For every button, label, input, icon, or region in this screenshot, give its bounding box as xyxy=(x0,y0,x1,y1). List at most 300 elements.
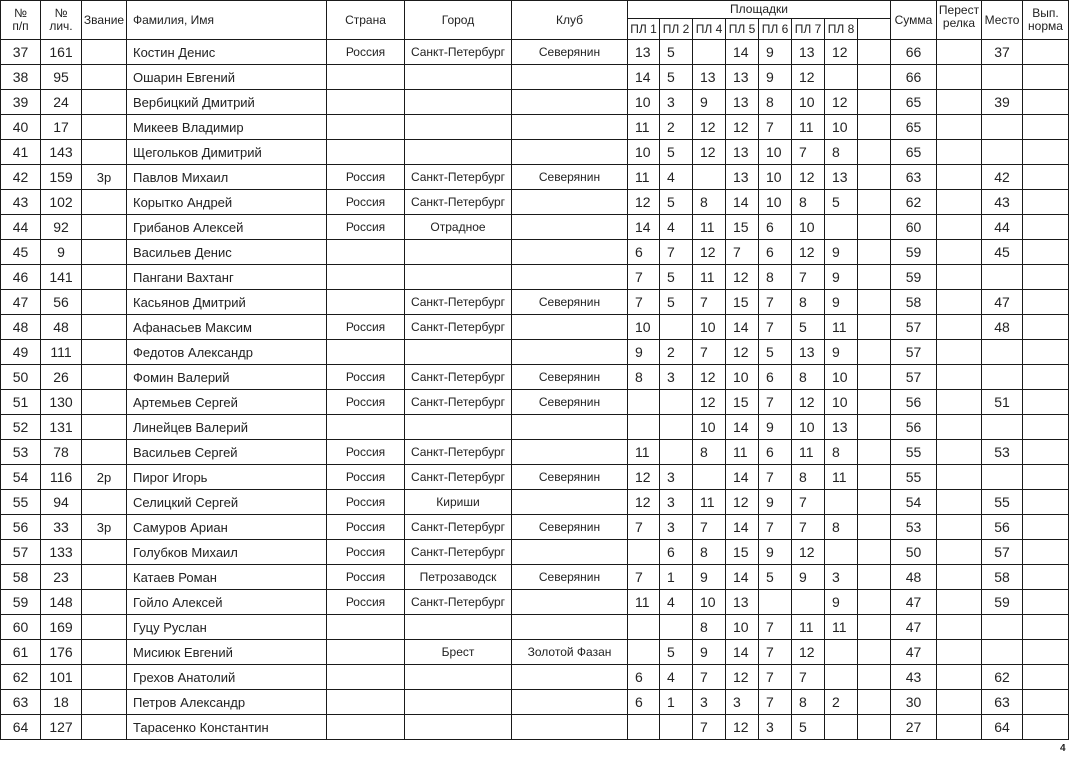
cell-platform-4: 10 xyxy=(726,615,759,640)
cell-country xyxy=(327,340,405,365)
cell-num-pp: 47 xyxy=(1,290,41,315)
cell-club xyxy=(512,540,628,565)
cell-rank xyxy=(82,240,127,265)
cell-club xyxy=(512,665,628,690)
cell-platform-3 xyxy=(693,165,726,190)
cell-platform-3: 7 xyxy=(693,665,726,690)
cell-city: Санкт-Петербург xyxy=(405,190,512,215)
cell-platform-7: 2 xyxy=(825,690,858,715)
cell-platform-1: 12 xyxy=(628,190,660,215)
cell-platform-6: 10 xyxy=(792,415,825,440)
cell-rank xyxy=(82,40,127,65)
cell-club xyxy=(512,215,628,240)
cell-platform-1 xyxy=(628,540,660,565)
cell-name: Ошарин Евгений xyxy=(127,65,327,90)
cell-sum: 65 xyxy=(891,115,937,140)
table-row xyxy=(1,540,1069,565)
cell-num-pp: 54 xyxy=(1,465,41,490)
cell-platform-1: 14 xyxy=(628,65,660,90)
cell-sum: 56 xyxy=(891,415,937,440)
cell-norm xyxy=(1023,540,1069,565)
cell-country: Россия xyxy=(327,215,405,240)
table-row xyxy=(1,265,1069,290)
header-rank: Звание xyxy=(82,1,127,40)
cell-country: Россия xyxy=(327,440,405,465)
cell-club xyxy=(512,190,628,215)
cell-platform-5: 10 xyxy=(759,165,792,190)
page-number: 4 xyxy=(1060,743,1066,754)
cell-num-lic: 26 xyxy=(41,365,82,390)
cell-platform-7: 3 xyxy=(825,565,858,590)
cell-platform-3: 9 xyxy=(693,640,726,665)
table-row xyxy=(1,515,1069,540)
cell-num-pp: 51 xyxy=(1,390,41,415)
cell-platform-6: 7 xyxy=(792,265,825,290)
cell-platform-1: 7 xyxy=(628,515,660,540)
cell-platform-6: 12 xyxy=(792,640,825,665)
cell-club xyxy=(512,690,628,715)
cell-platform-8 xyxy=(858,615,891,640)
cell-place: 64 xyxy=(982,715,1023,740)
cell-platform-3: 12 xyxy=(693,140,726,165)
cell-country xyxy=(327,240,405,265)
cell-platform-4: 14 xyxy=(726,515,759,540)
cell-platform-1: 10 xyxy=(628,315,660,340)
cell-platform-8 xyxy=(858,565,891,590)
cell-platform-8 xyxy=(858,315,891,340)
cell-platform-3: 8 xyxy=(693,190,726,215)
cell-club: Золотой Фазан xyxy=(512,640,628,665)
cell-country xyxy=(327,265,405,290)
cell-city xyxy=(405,90,512,115)
table-row xyxy=(1,340,1069,365)
cell-platform-6: 12 xyxy=(792,390,825,415)
cell-num-pp: 62 xyxy=(1,665,41,690)
cell-platform-7: 11 xyxy=(825,615,858,640)
cell-place: 57 xyxy=(982,540,1023,565)
header-platform-8 xyxy=(858,19,891,40)
cell-city: Санкт-Петербург xyxy=(405,40,512,65)
cell-platform-4: 10 xyxy=(726,365,759,390)
cell-club xyxy=(512,65,628,90)
cell-reweigh xyxy=(937,290,982,315)
cell-country: Россия xyxy=(327,390,405,415)
cell-club xyxy=(512,615,628,640)
cell-name: Селицкий Сергей xyxy=(127,490,327,515)
cell-platform-7 xyxy=(825,215,858,240)
cell-platform-2 xyxy=(660,390,693,415)
cell-platform-7: 8 xyxy=(825,140,858,165)
cell-rank xyxy=(82,215,127,240)
cell-sum: 59 xyxy=(891,240,937,265)
cell-platform-4: 14 xyxy=(726,40,759,65)
cell-platform-2: 4 xyxy=(660,165,693,190)
cell-sum: 55 xyxy=(891,465,937,490)
cell-num-lic: 133 xyxy=(41,540,82,565)
cell-platform-5 xyxy=(759,590,792,615)
cell-platform-7 xyxy=(825,65,858,90)
cell-platform-4: 13 xyxy=(726,90,759,115)
cell-city: Санкт-Петербург xyxy=(405,165,512,190)
cell-platform-8 xyxy=(858,515,891,540)
cell-platform-4: 15 xyxy=(726,215,759,240)
cell-platform-3: 13 xyxy=(693,65,726,90)
cell-norm xyxy=(1023,715,1069,740)
cell-place xyxy=(982,465,1023,490)
cell-norm xyxy=(1023,665,1069,690)
cell-city xyxy=(405,65,512,90)
cell-platform-2: 4 xyxy=(660,590,693,615)
cell-rank xyxy=(82,90,127,115)
cell-norm xyxy=(1023,315,1069,340)
table-row xyxy=(1,140,1069,165)
table-row xyxy=(1,590,1069,615)
cell-platform-7 xyxy=(825,490,858,515)
cell-place: 59 xyxy=(982,590,1023,615)
cell-club xyxy=(512,415,628,440)
table-row xyxy=(1,715,1069,740)
cell-sum: 47 xyxy=(891,640,937,665)
cell-name: Федотов Александр xyxy=(127,340,327,365)
cell-club: Северянин xyxy=(512,565,628,590)
cell-sum: 53 xyxy=(891,515,937,540)
table-row xyxy=(1,415,1069,440)
cell-platform-4: 12 xyxy=(726,715,759,740)
cell-platform-6: 13 xyxy=(792,40,825,65)
header-platform-1: ПЛ 1 xyxy=(628,19,660,40)
cell-city: Санкт-Петербург xyxy=(405,590,512,615)
cell-platform-6: 8 xyxy=(792,190,825,215)
table-row xyxy=(1,565,1069,590)
cell-platform-1: 10 xyxy=(628,140,660,165)
cell-sum: 60 xyxy=(891,215,937,240)
header-num-lic: № лич. xyxy=(41,1,82,40)
cell-norm xyxy=(1023,590,1069,615)
cell-platform-5: 6 xyxy=(759,440,792,465)
table-row xyxy=(1,615,1069,640)
cell-platform-7: 13 xyxy=(825,415,858,440)
cell-sum: 57 xyxy=(891,365,937,390)
cell-reweigh xyxy=(937,515,982,540)
cell-reweigh xyxy=(937,115,982,140)
cell-platform-2: 5 xyxy=(660,290,693,315)
cell-rank xyxy=(82,390,127,415)
cell-norm xyxy=(1023,40,1069,65)
table-row xyxy=(1,365,1069,390)
header-platform-4: ПЛ 5 xyxy=(726,19,759,40)
cell-platform-5: 9 xyxy=(759,415,792,440)
cell-platform-2: 4 xyxy=(660,665,693,690)
cell-num-lic: 56 xyxy=(41,290,82,315)
cell-name: Мисиюк Евгений xyxy=(127,640,327,665)
cell-platform-2: 1 xyxy=(660,690,693,715)
cell-rank xyxy=(82,690,127,715)
cell-rank: 2р xyxy=(82,465,127,490)
cell-city: Отрадное xyxy=(405,215,512,240)
cell-platform-5: 9 xyxy=(759,490,792,515)
cell-place xyxy=(982,415,1023,440)
cell-platform-3: 10 xyxy=(693,590,726,615)
cell-norm xyxy=(1023,190,1069,215)
cell-platform-5: 7 xyxy=(759,615,792,640)
cell-platform-6: 13 xyxy=(792,340,825,365)
cell-platform-8 xyxy=(858,590,891,615)
cell-platform-1: 9 xyxy=(628,340,660,365)
cell-platform-4: 3 xyxy=(726,690,759,715)
cell-rank xyxy=(82,665,127,690)
cell-country: Россия xyxy=(327,165,405,190)
cell-city: Санкт-Петербург xyxy=(405,290,512,315)
cell-platform-6: 12 xyxy=(792,65,825,90)
cell-platform-8 xyxy=(858,265,891,290)
cell-reweigh xyxy=(937,240,982,265)
cell-city: Санкт-Петербург xyxy=(405,390,512,415)
table-body xyxy=(1,40,1069,740)
table-row xyxy=(1,165,1069,190)
cell-rank xyxy=(82,190,127,215)
cell-platform-5: 5 xyxy=(759,565,792,590)
cell-platform-5: 7 xyxy=(759,640,792,665)
cell-platform-1 xyxy=(628,640,660,665)
cell-platform-1: 6 xyxy=(628,665,660,690)
cell-sum: 55 xyxy=(891,440,937,465)
header-num-pp: № п/п xyxy=(1,1,41,40)
cell-platform-4: 14 xyxy=(726,415,759,440)
cell-platform-6: 7 xyxy=(792,515,825,540)
cell-platform-2: 3 xyxy=(660,515,693,540)
cell-reweigh xyxy=(937,590,982,615)
cell-rank xyxy=(82,440,127,465)
cell-club xyxy=(512,715,628,740)
cell-num-lic: 48 xyxy=(41,315,82,340)
cell-place xyxy=(982,65,1023,90)
cell-num-lic: 161 xyxy=(41,40,82,65)
cell-name: Вербицкий Дмитрий xyxy=(127,90,327,115)
table-row xyxy=(1,65,1069,90)
cell-platform-3: 9 xyxy=(693,90,726,115)
cell-platform-5: 10 xyxy=(759,190,792,215)
cell-num-pp: 48 xyxy=(1,315,41,340)
cell-city: Кириши xyxy=(405,490,512,515)
cell-platform-5: 9 xyxy=(759,65,792,90)
cell-rank xyxy=(82,490,127,515)
cell-rank xyxy=(82,115,127,140)
cell-place: 42 xyxy=(982,165,1023,190)
cell-platform-2: 2 xyxy=(660,115,693,140)
cell-country xyxy=(327,290,405,315)
cell-country xyxy=(327,665,405,690)
cell-platform-5: 6 xyxy=(759,240,792,265)
cell-norm xyxy=(1023,165,1069,190)
cell-sum: 30 xyxy=(891,690,937,715)
cell-name: Грехов Анатолий xyxy=(127,665,327,690)
cell-platform-1: 10 xyxy=(628,90,660,115)
table-row xyxy=(1,440,1069,465)
cell-country: Россия xyxy=(327,190,405,215)
cell-num-lic: 101 xyxy=(41,665,82,690)
cell-platform-8 xyxy=(858,365,891,390)
cell-platform-6: 10 xyxy=(792,215,825,240)
cell-num-lic: 111 xyxy=(41,340,82,365)
cell-name: Гойло Алексей xyxy=(127,590,327,615)
cell-num-lic: 24 xyxy=(41,90,82,115)
cell-platform-1 xyxy=(628,715,660,740)
cell-country xyxy=(327,140,405,165)
cell-platform-8 xyxy=(858,290,891,315)
cell-platform-8 xyxy=(858,665,891,690)
header-platform-5: ПЛ 6 xyxy=(759,19,792,40)
cell-num-pp: 50 xyxy=(1,365,41,390)
cell-platform-1: 12 xyxy=(628,465,660,490)
cell-platform-2: 5 xyxy=(660,40,693,65)
table-row xyxy=(1,215,1069,240)
cell-reweigh xyxy=(937,140,982,165)
cell-platform-3: 10 xyxy=(693,415,726,440)
cell-reweigh xyxy=(937,415,982,440)
cell-platform-5: 7 xyxy=(759,515,792,540)
cell-num-pp: 55 xyxy=(1,490,41,515)
cell-sum: 27 xyxy=(891,715,937,740)
table-row xyxy=(1,690,1069,715)
cell-platform-7 xyxy=(825,540,858,565)
cell-country: Россия xyxy=(327,365,405,390)
table-row xyxy=(1,640,1069,665)
cell-reweigh xyxy=(937,315,982,340)
cell-num-pp: 53 xyxy=(1,440,41,465)
cell-country xyxy=(327,65,405,90)
cell-place: 39 xyxy=(982,90,1023,115)
cell-city xyxy=(405,340,512,365)
cell-reweigh xyxy=(937,665,982,690)
cell-norm xyxy=(1023,390,1069,415)
cell-rank xyxy=(82,565,127,590)
cell-platform-3: 9 xyxy=(693,565,726,590)
cell-rank xyxy=(82,640,127,665)
cell-num-lic: 169 xyxy=(41,615,82,640)
cell-reweigh xyxy=(937,215,982,240)
cell-num-pp: 58 xyxy=(1,565,41,590)
cell-city: Санкт-Петербург xyxy=(405,365,512,390)
cell-platform-7: 8 xyxy=(825,515,858,540)
cell-place: 45 xyxy=(982,240,1023,265)
cell-name: Линейцев Валерий xyxy=(127,415,327,440)
cell-city xyxy=(405,265,512,290)
cell-sum: 62 xyxy=(891,190,937,215)
cell-reweigh xyxy=(937,190,982,215)
header-platform-6: ПЛ 7 xyxy=(792,19,825,40)
cell-place xyxy=(982,640,1023,665)
cell-city xyxy=(405,415,512,440)
cell-platform-6: 8 xyxy=(792,290,825,315)
cell-reweigh xyxy=(937,365,982,390)
cell-rank: 3р xyxy=(82,165,127,190)
cell-num-lic: 131 xyxy=(41,415,82,440)
cell-name: Касьянов Дмитрий xyxy=(127,290,327,315)
cell-country xyxy=(327,640,405,665)
cell-platform-8 xyxy=(858,640,891,665)
cell-num-lic: 33 xyxy=(41,515,82,540)
cell-club xyxy=(512,590,628,615)
cell-name: Артемьев Сергей xyxy=(127,390,327,415)
cell-platform-7 xyxy=(825,715,858,740)
cell-name: Микеев Владимир xyxy=(127,115,327,140)
cell-name: Пангани Вахтанг xyxy=(127,265,327,290)
cell-platform-8 xyxy=(858,165,891,190)
cell-num-pp: 40 xyxy=(1,115,41,140)
cell-city xyxy=(405,140,512,165)
cell-num-pp: 52 xyxy=(1,415,41,440)
cell-name: Самуров Ариан xyxy=(127,515,327,540)
cell-norm xyxy=(1023,615,1069,640)
cell-platform-5: 7 xyxy=(759,390,792,415)
cell-platform-4: 13 xyxy=(726,140,759,165)
cell-platform-3: 8 xyxy=(693,540,726,565)
header-platform-2: ПЛ 2 xyxy=(660,19,693,40)
cell-platform-7: 10 xyxy=(825,365,858,390)
cell-platform-4: 15 xyxy=(726,290,759,315)
cell-platform-3: 7 xyxy=(693,515,726,540)
cell-norm xyxy=(1023,415,1069,440)
cell-norm xyxy=(1023,690,1069,715)
cell-rank xyxy=(82,315,127,340)
cell-platform-8 xyxy=(858,240,891,265)
table-row xyxy=(1,490,1069,515)
cell-club: Северянин xyxy=(512,290,628,315)
cell-num-lic: 23 xyxy=(41,565,82,590)
cell-sum: 47 xyxy=(891,590,937,615)
cell-platform-8 xyxy=(858,90,891,115)
cell-platform-1 xyxy=(628,615,660,640)
cell-city: Санкт-Петербург xyxy=(405,440,512,465)
cell-num-pp: 38 xyxy=(1,65,41,90)
cell-norm xyxy=(1023,515,1069,540)
cell-platform-6: 8 xyxy=(792,365,825,390)
cell-platform-7: 9 xyxy=(825,340,858,365)
cell-rank xyxy=(82,340,127,365)
cell-place xyxy=(982,115,1023,140)
cell-num-lic: 78 xyxy=(41,440,82,465)
cell-country xyxy=(327,690,405,715)
cell-platform-2: 3 xyxy=(660,490,693,515)
cell-platform-1 xyxy=(628,415,660,440)
cell-sum: 65 xyxy=(891,90,937,115)
cell-name: Пирог Игорь xyxy=(127,465,327,490)
cell-num-lic: 17 xyxy=(41,115,82,140)
cell-platform-2 xyxy=(660,415,693,440)
cell-platform-4: 14 xyxy=(726,640,759,665)
cell-num-lic: 92 xyxy=(41,215,82,240)
cell-club: Северянин xyxy=(512,465,628,490)
cell-platform-6: 12 xyxy=(792,540,825,565)
cell-platform-1: 11 xyxy=(628,165,660,190)
cell-num-lic: 143 xyxy=(41,140,82,165)
cell-sum: 47 xyxy=(891,615,937,640)
cell-platform-4: 14 xyxy=(726,565,759,590)
cell-city xyxy=(405,615,512,640)
cell-platform-8 xyxy=(858,715,891,740)
cell-platform-8 xyxy=(858,690,891,715)
cell-sum: 56 xyxy=(891,390,937,415)
cell-name: Васильев Денис xyxy=(127,240,327,265)
cell-num-lic: 116 xyxy=(41,465,82,490)
cell-club xyxy=(512,265,628,290)
cell-norm xyxy=(1023,365,1069,390)
cell-sum: 57 xyxy=(891,340,937,365)
cell-club xyxy=(512,140,628,165)
cell-rank: 3р xyxy=(82,515,127,540)
cell-platform-3: 7 xyxy=(693,290,726,315)
cell-platform-8 xyxy=(858,465,891,490)
